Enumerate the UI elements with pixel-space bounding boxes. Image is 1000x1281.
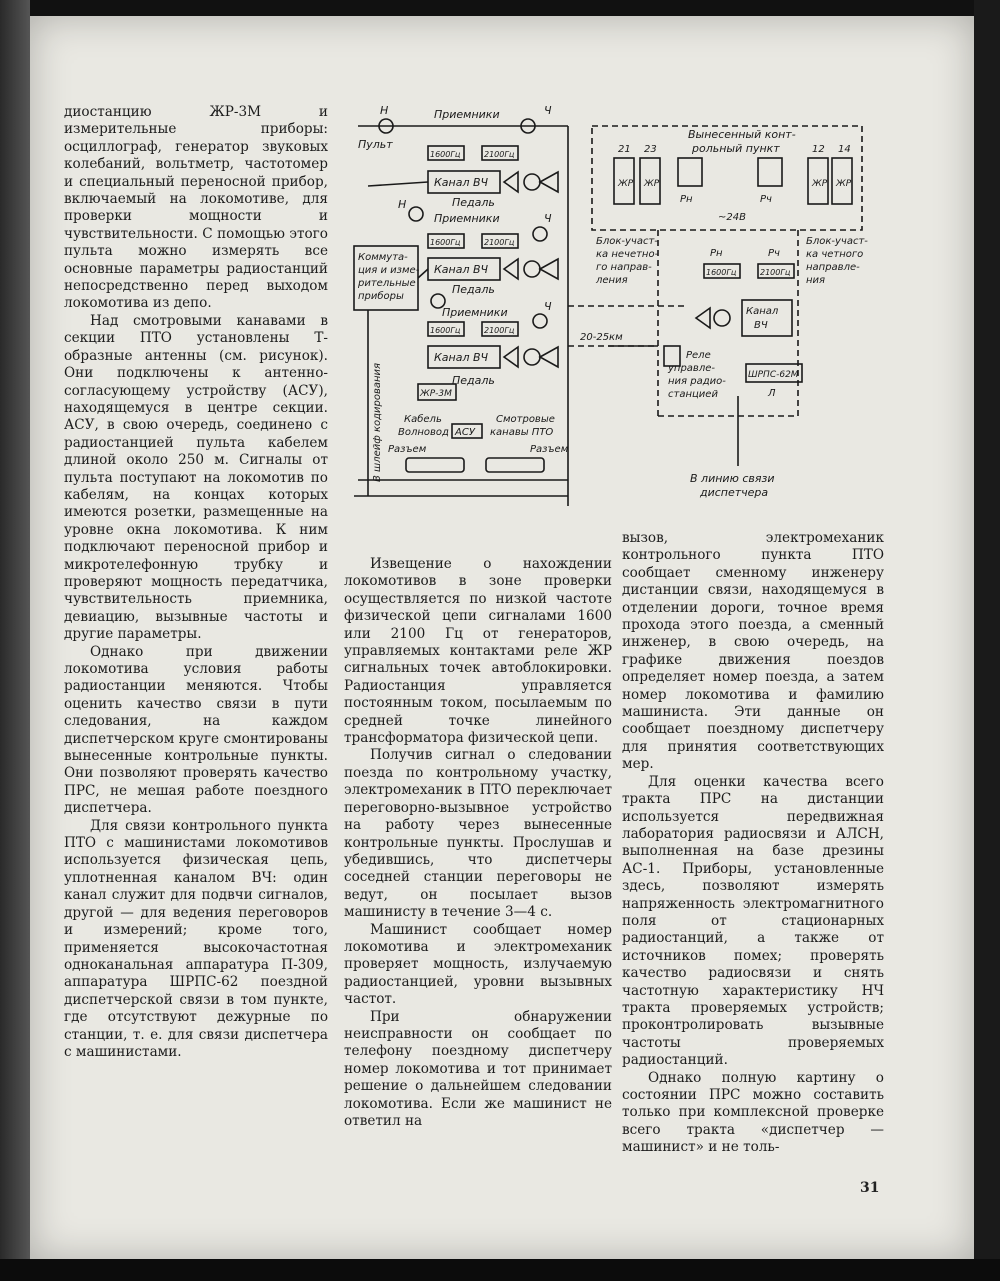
paragraph: При обнаружении неисправности он сообщает по телефону поездному диспетчеру номер локомотива и тот принимает решение о дальнейшем следовании локомотива. Если же машинист не ответил на [344, 1008, 612, 1129]
label-rch-1: Рч [760, 194, 772, 205]
label-2100-2: 2100Гц [484, 238, 515, 247]
scan-left-edge [0, 0, 30, 1281]
paragraph: диостанцию ЖР-3М и измерительные приборы: осциллограф, генератор звуковых колебаний, вольтметр, частотомер и специальный переносной прибор, включаемый на локомотиве, для проверки мощности и чувствительности. С помощью этого пульта можно измерять все основные параметры радиостанций непосредственно перед выходом локомотива из депо. [64, 104, 328, 312]
label-ch-2: Ч [544, 212, 552, 225]
scan-bottom-edge [0, 1259, 1000, 1281]
scan-right-edge [974, 0, 1000, 1281]
label-pedal-3: Педаль [452, 374, 495, 387]
paragraph: Однако при движении локомотива условия работы радиостанции меняются. Чтобы оценить качество связи в пути следования, на каждом диспетчерском круге смонтированы вынесенные контрольные пункты. Они позволяют проверять качество ПРС, не мешая работе поездного диспетчера. [64, 643, 328, 817]
text-column-1 [64, 104, 328, 1061]
label-24v: ~24В [718, 212, 746, 223]
label-pult: Пульт [358, 138, 393, 151]
label-rch-2: Рч [768, 248, 780, 259]
label-zhr3m: ЖР-3М [420, 389, 452, 399]
label-rn-1: Рн [680, 194, 693, 205]
label-shrps: ШРПС-62М [748, 370, 799, 380]
label-smotr-2: канавы ПТО [490, 427, 554, 438]
label-kommut-1: Коммута- [358, 252, 408, 263]
label-blok-chet-2: ка четного [806, 249, 864, 260]
label-zhr-3: ЖР [812, 179, 828, 189]
label-rele-3: ния радио- [668, 376, 726, 387]
paragraph: Получив сигнал о следовании поезда по контрольному участку, электромеханик в ПТО переключает переговорно-вызывное устройство на работу через вынесенные контрольные пункты. Прослушав и убедившись, что диспетчеры соседней станции переговоры не ведут, он посылает вызов машинисту в течение 3—4 с. [344, 747, 612, 921]
label-blok-nechet-3: го направ- [596, 262, 652, 273]
label-blok-nechet-4: ления [596, 275, 628, 286]
label-1600-3: 1600Гц [430, 326, 461, 335]
label-kommut-2: ция и изме- [358, 265, 420, 276]
label-rn-2: Рн [710, 248, 723, 259]
paragraph: вызов, электромеханик контрольного пункта ПТО сообщает сменному инженеру дистанции связи, находящемуся в отделении дороги, точное время прохода этого поезда, а сменный инженер, в свою очередь, на графике движения поездов определяет номер поезда, а затем номер локомотива и фамилию машиниста. Эти данные он сообщает поездному диспетчеру для принятия соответствующих мер. [622, 530, 884, 773]
label-2100-4: 2100Гц [760, 268, 791, 277]
label-blok-chet-4: ния [806, 275, 826, 286]
label-kommut-3: рительные [358, 278, 416, 289]
label-blok-nechet-2: ка нечетно- [596, 249, 659, 260]
label-smotr-1: Смотровые [496, 414, 555, 425]
label-priemniki-3: Приемники [442, 306, 508, 319]
label-rele-1: Реле [686, 350, 711, 361]
paragraph: Над смотровыми канавами в секции ПТО установлены Т-образные антенны (см. рисунок). Они подключены к антенно-согласующему устройству (АСУ), находящемуся в центре секции. АСУ, в свою очередь, соединено с радиостанцией пульта кабелем длиной около 250 м. Сигналы от пульта поступают на локомотив по кабелям, на концах которых имеются розетки, размещенные на уровне окна локомотива. К ним подключают переносной прибор и микротелефонную трубку и проверяют мощность передатчика, чувствительность приемника, девиацию, вызывные частоты и другие параметры. [64, 312, 328, 643]
label-kanal-4a: Канал [746, 306, 779, 317]
label-l: Л [768, 388, 776, 399]
label-razem-2: Разъем [530, 444, 569, 455]
book-page [30, 16, 974, 1260]
label-ch-3: Ч [544, 300, 552, 313]
paragraph: Извещение о нахождении локомотивов в зоне проверки осуществляется по низкой частоте физической цепи сигналами 1600 или 2100 Гц от генераторов, управляемых контактами реле ЖР сигнальных точек автоблокировки. Радиостанция управляется постоянным током, посылаемым по средней точке линейного трансформатора физической цепи. [344, 556, 612, 747]
label-pedal-1: Педаль [452, 196, 495, 209]
label-s23: 23 [644, 144, 657, 155]
page-number: 31 [860, 1180, 880, 1196]
paragraph: Машинист сообщает номер локомотива и электромеханик проверяет мощность, излучаемую радиостанцией, уровни вызывных частот. [344, 921, 612, 1008]
label-vynesen-2: рольный пункт [692, 142, 780, 155]
label-asu: АСУ [455, 427, 475, 438]
text-column-3 [622, 530, 884, 1157]
label-2100-1: 2100Гц [484, 150, 515, 159]
text-column-2 [344, 556, 612, 1130]
label-liniya-2: диспетчера [700, 486, 769, 499]
block-diagram [318, 96, 878, 516]
label-n-2: Н [398, 198, 407, 211]
label-1600-1: 1600Гц [430, 150, 461, 159]
label-ch-1: Ч [544, 104, 552, 117]
label-zhr-4: ЖР [836, 179, 852, 189]
label-volnovod: Волновод [398, 427, 449, 438]
label-razem-1: Разъем [388, 444, 427, 455]
label-1600-4: 1600Гц [706, 268, 737, 277]
label-2100-3: 2100Гц [484, 326, 515, 335]
label-blok-nechet-1: Блок-участ- [596, 236, 658, 247]
label-zhr-2: ЖР [644, 179, 660, 189]
label-s21: 21 [618, 144, 631, 155]
label-dist: 20-25км [580, 332, 623, 343]
label-1600-2: 1600Гц [430, 238, 461, 247]
label-n-1: Н [380, 104, 389, 117]
label-priemniki-1: Приемники [434, 108, 500, 121]
label-rele-4: станцией [668, 389, 718, 400]
label-kabel: Кабель [404, 414, 442, 425]
label-vynesen-1: Вынесенный конт- [688, 128, 796, 141]
paragraph: Для связи контрольного пункта ПТО с машинистами локомотивов используется физическая цепь, уплотненная каналом ВЧ: один канал служит для подвчи сигналов, другой — для ведения переговоров и измерений; кроме того, применяется высокочастотная одноканальная аппаратура П-309, аппаратура ШРПС-62 поездной диспетчерской связи в том пункте, где отсутствуют дежурные по станции, т. е. для связи диспетчера с машинистами. [64, 817, 328, 1060]
label-kommut-4: приборы [358, 291, 404, 302]
label-rele-2: управле- [668, 363, 715, 374]
label-liniya-1: В линию связи [690, 472, 775, 485]
label-s12: 12 [812, 144, 825, 155]
label-priemniki-2: Приемники [434, 212, 500, 225]
paragraph: Для оценки качества всего тракта ПРС на дистанции используется передвижная лаборатория радиосвязи и АЛСН, выполненная на базе дрезины АС-1. Приборы, установленные здесь, позволяют измерять напряженность электромагнитного поля от стационарных радиостанций, а также от источников помех; проверять качество радиосвязи и снять частотную характеристику НЧ тракта проверяемых устройств; проконтролировать вызывные частоты проверяемых радиостанций. [622, 773, 884, 1069]
label-blok-chet-3: направле- [806, 262, 860, 273]
label-s14: 14 [838, 144, 851, 155]
paragraph: Однако полную картину о состоянии ПРС можно составить только при комплексной проверке всего тракта «диспетчер — машинист» и не толь- [622, 1069, 884, 1156]
label-zhr-1: ЖР [618, 179, 634, 189]
label-kanal-3: Канал ВЧ [434, 351, 489, 364]
label-kanal-2: Канал ВЧ [434, 263, 489, 276]
label-v-shleif: В шлейф кодирования [372, 362, 383, 482]
label-kanal-4b: ВЧ [754, 320, 768, 331]
label-pedal-2: Педаль [452, 283, 495, 296]
label-kanal-1: Канал ВЧ [434, 176, 489, 189]
label-blok-chet-1: Блок-участ- [806, 236, 868, 247]
